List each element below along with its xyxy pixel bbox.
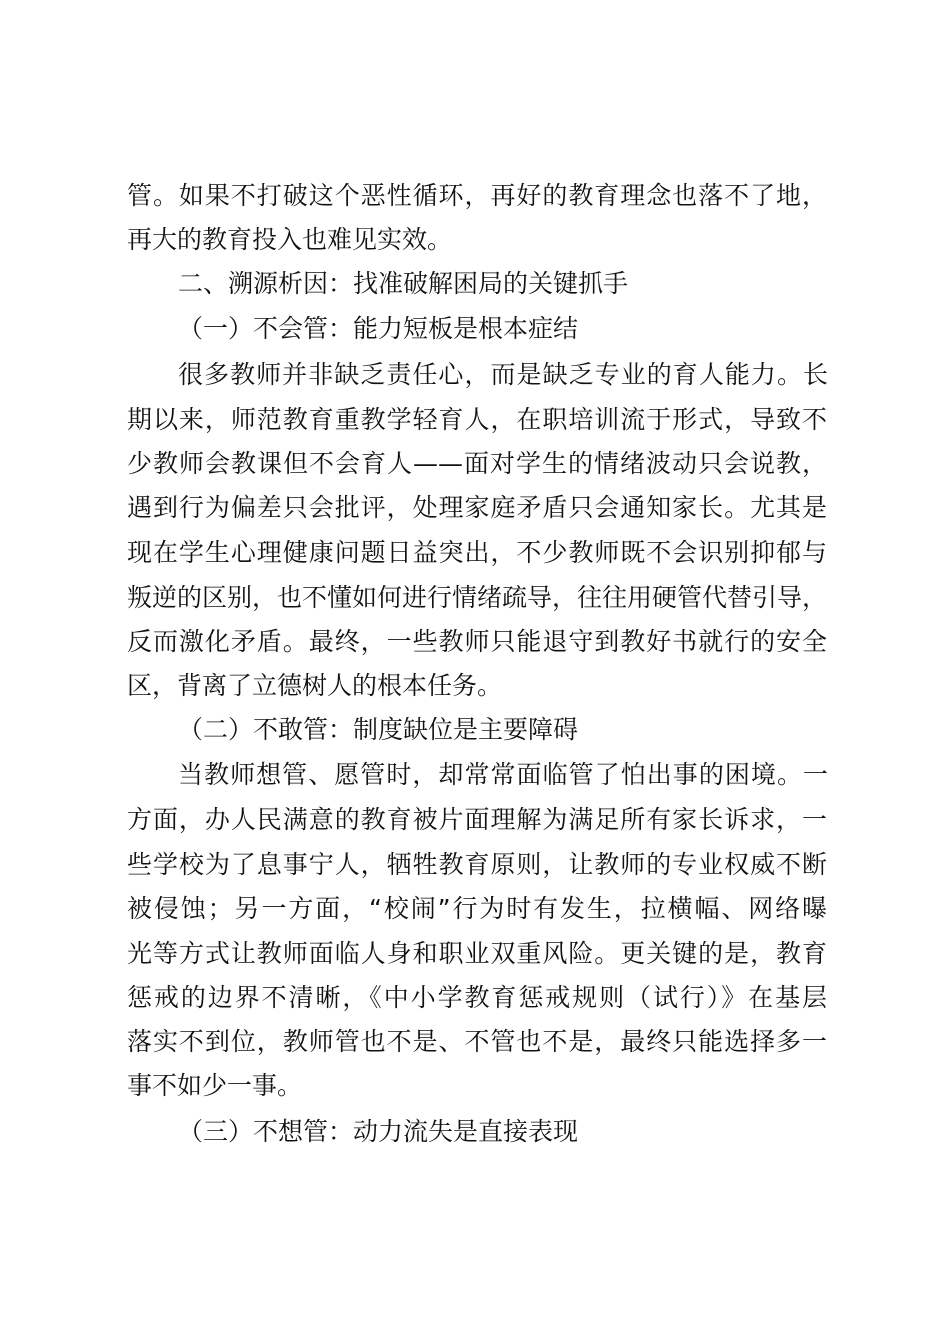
paragraph-line: 反而激化矛盾。最终，一些教师只能退守到教好书就行的安全 <box>127 627 827 656</box>
paragraph-line: 光等方式让教师面临人身和职业双重风险。更关键的是，教育 <box>127 939 827 968</box>
paragraph-line: 惩戒的边界不清晰，《中小学教育惩戒规则（试行）》在基层 <box>127 983 827 1012</box>
paragraph-line: 方面，办人民满意的教育被片面理解为满足所有家长诉求，一 <box>127 805 827 834</box>
paragraph-line: 再大的教育投入也难见实效。 <box>127 225 453 254</box>
paragraph-line: 管。如果不打破这个恶性循环，再好的教育理念也落不了地， <box>127 181 827 210</box>
paragraph-line: 落实不到位，教师管也不是、不管也不是，最终只能选择多一 <box>127 1027 827 1056</box>
subsection-heading: （三）不想管：动力流失是直接表现 <box>178 1117 579 1146</box>
paragraph-line: 期以来，师范教育重教学轻育人，在职培训流于形式，导致不 <box>127 405 827 434</box>
paragraph-line: 事不如少一事。 <box>127 1071 303 1100</box>
paragraph-line: 当教师想管、愿管时，却常常面临管了怕出事的困境。一 <box>178 760 828 789</box>
paragraph-line: 少教师会教课但不会育人——面对学生的情绪波动只会说教， <box>127 449 827 478</box>
paragraph-line: 区，背离了立德树人的根本任务。 <box>127 671 503 700</box>
paragraph-line: 现在学生心理健康问题日益突出，不少教师既不会识别抑郁与 <box>127 538 827 567</box>
paragraph-line: 被侵蚀；另一方面，“校闹”行为时有发生，拉横幅、网络曝 <box>127 894 827 923</box>
paragraph-line: 很多教师并非缺乏责任心，而是缺乏专业的育人能力。长 <box>178 360 828 389</box>
paragraph-line: 些学校为了息事宁人，牺牲教育原则，让教师的专业权威不断 <box>127 850 827 879</box>
subsection-heading: （一）不会管：能力短板是根本症结 <box>178 314 579 343</box>
subsection-heading: （二）不敢管：制度缺位是主要障碍 <box>178 715 579 744</box>
paragraph-line: 遇到行为偏差只会批评，处理家庭矛盾只会通知家长。尤其是 <box>127 493 827 522</box>
paragraph-line: 叛逆的区别，也不懂如何进行情绪疏导，往往用硬管代替引导， <box>127 583 827 612</box>
section-heading: 二、溯源析因：找准破解困局的关键抓手 <box>178 269 629 298</box>
